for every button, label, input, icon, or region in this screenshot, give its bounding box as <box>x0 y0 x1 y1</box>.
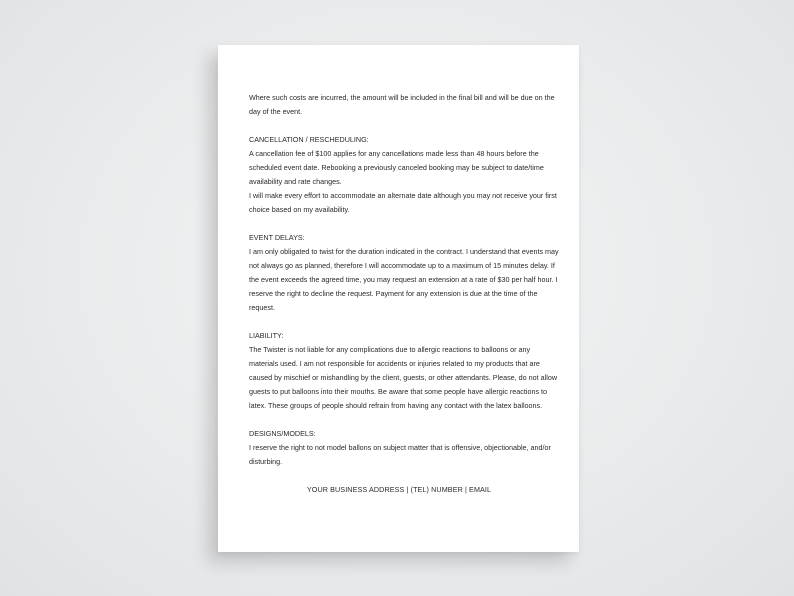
footer-contact-line: YOUR BUSINESS ADDRESS | (TEL) NUMBER | EMAIL <box>306 485 492 494</box>
section-liability <box>249 329 559 413</box>
section-body: A cancellation fee of $100 applies for any cancellations made less than 48 hours before the scheduled event date. Rebooking a previously canceled booking may be subject to date/time availability and rate changes. I will make every effort to accommodate an alternate date although you may not receive your first choice based on my availability. <box>249 149 557 214</box>
section-heading: LIABILITY: <box>249 331 284 340</box>
intro-paragraph: Where such costs are incurred, the amount will be included in the final bill and will be due on the day of the event. <box>249 93 555 116</box>
section-designs-models <box>249 427 559 469</box>
section-heading: EVENT DELAYS: <box>249 233 305 242</box>
section-body: The Twister is not liable for any complications due to allergic reactions to balloons or any materials used. I am not responsible for accidents or injuries related to my products that are caused by mischief or mishandling by the client, guests, or other attendants. Please, do not allow guests to put balloons into their mouths. Be aware that some people have allergic reactions to latex. These groups of people should refrain from having any contact with the latex balloons. <box>249 345 558 410</box>
section-cancellation <box>249 133 559 217</box>
section-body: I reserve the right to not model ballons on subject matter that is offensive, objectionable, and/or disturbing. <box>249 443 551 466</box>
section-event-delays <box>249 231 559 315</box>
document-page <box>218 45 579 552</box>
section-heading: DESIGNS/MODELS: <box>249 429 316 438</box>
section-heading: CANCELLATION / RESCHEDULING: <box>249 135 369 144</box>
section-body: I am only obligated to twist for the duration indicated in the contract. I understand that events may not always go as planned, therefore I will accommodate up to a maximum of 15 minutes delay. If the event exceeds the agreed time, you may request an extension at a rate of $30 per half hour. I reserve the right to decline the request. Payment for any extension is due at the time of the request. <box>249 247 559 312</box>
